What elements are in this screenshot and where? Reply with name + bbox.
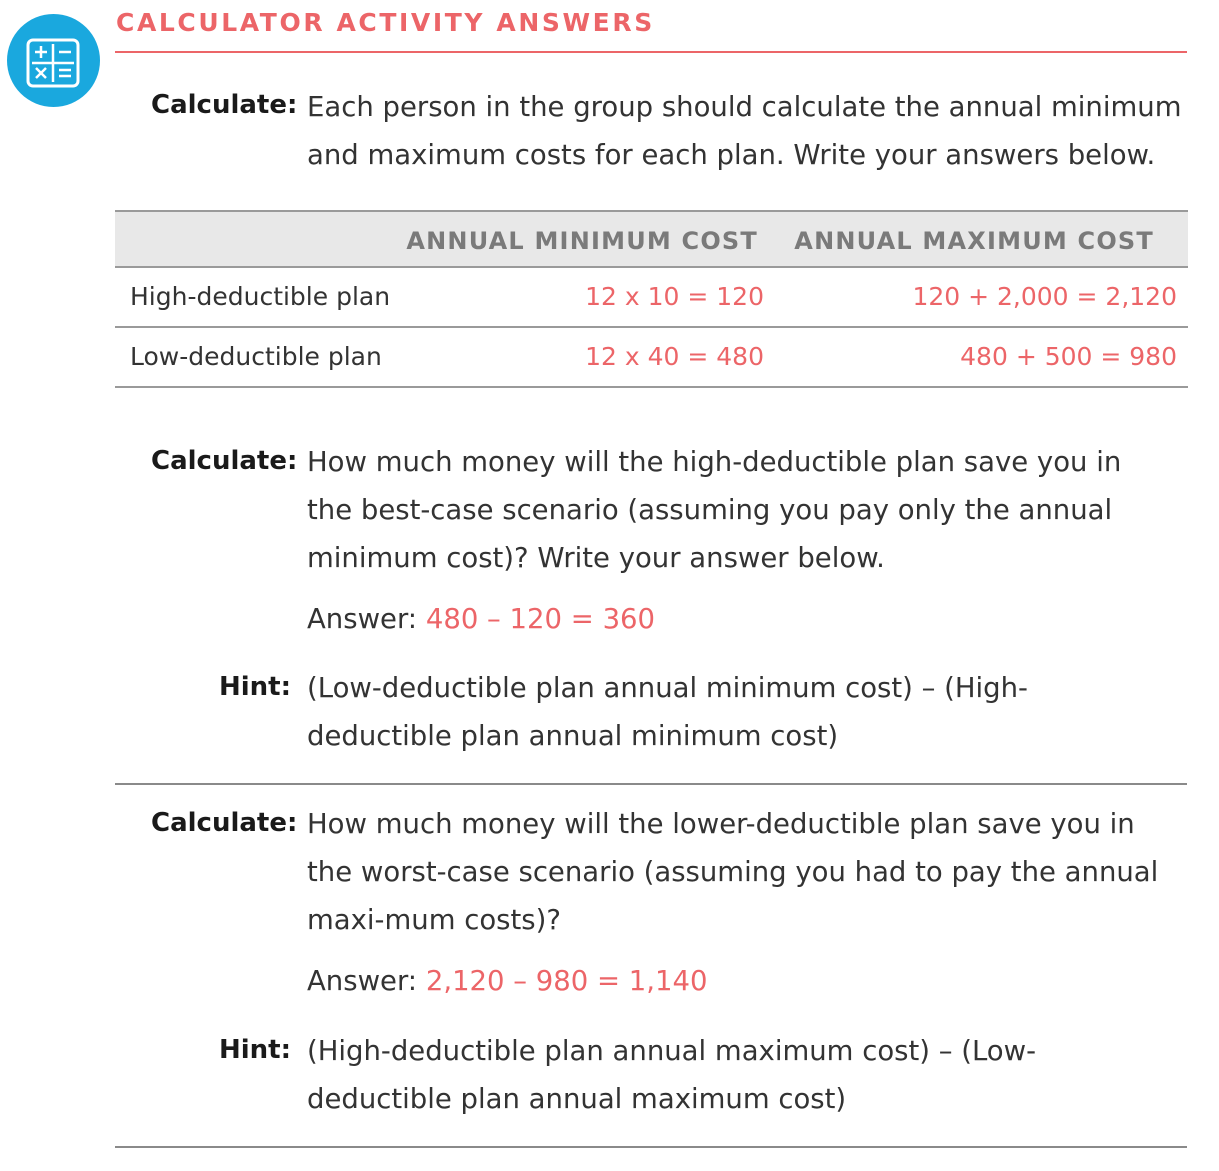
table-header-row	[115, 210, 1188, 268]
cost-table	[115, 210, 1188, 388]
section-divider	[115, 1146, 1187, 1148]
intro-text: Each person in the group should calculate the annual minimum and maximum costs for each plan. Write your answers below.	[307, 91, 1182, 171]
q2-calculate-label: Calculate:	[151, 808, 298, 838]
header-annual-maximum-cost: ANNUAL MAXIMUM COST	[794, 227, 1154, 255]
min-cost-value: 12 x 40 = 480	[585, 342, 764, 371]
calculator-icon	[7, 14, 100, 107]
header-annual-minimum-cost: ANNUAL MINIMUM COST	[406, 227, 758, 255]
section-divider	[115, 783, 1187, 785]
q1-answer	[307, 603, 655, 635]
max-cost-value: 120 + 2,000 = 2,120	[912, 282, 1177, 311]
max-cost-value: 480 + 500 = 980	[960, 342, 1177, 371]
intro-calculate-label: Calculate:	[151, 90, 298, 120]
q1-hint-label: Hint:	[218, 672, 291, 702]
q2-text: How much money will the lower-deductible plan save you in the worst-case scenario (assuming you had to pay the annual maxi-mum costs)?	[307, 808, 1159, 936]
q2-answer-value: 2,120 – 980 = 1,140	[425, 965, 708, 997]
q2-answer	[307, 965, 708, 997]
title-divider	[115, 51, 1187, 53]
section-title: CALCULATOR ACTIVITY ANSWERS	[116, 8, 655, 37]
q1-calculate-label: Calculate:	[151, 446, 298, 476]
plan-name: High-deductible plan	[130, 282, 391, 311]
plan-name: Low-deductible plan	[130, 342, 382, 371]
min-cost-value: 12 x 10 = 120	[585, 282, 764, 311]
q1-answer-label: Answer:	[307, 603, 418, 635]
q1-text: How much money will the high-deductible plan save you in the best-case scenario (assuming you pay only the annual minimum cost)? Write your answer below.	[307, 446, 1122, 574]
q2-answer-label: Answer:	[307, 965, 418, 997]
calculator-icon-badge	[7, 14, 100, 107]
q1-hint-text: (Low-deductible plan annual minimum cost) – (High-deductible plan annual minimum cost)	[307, 672, 1028, 752]
q1-answer-value: 480 – 120 = 360	[425, 603, 656, 635]
q2-hint-text: (High-deductible plan annual maximum cost) – (Low-deductible plan annual maximum cost)	[307, 1035, 1037, 1115]
table-row	[115, 268, 1188, 328]
table-row	[115, 328, 1188, 388]
q2-hint-label: Hint:	[218, 1035, 291, 1065]
